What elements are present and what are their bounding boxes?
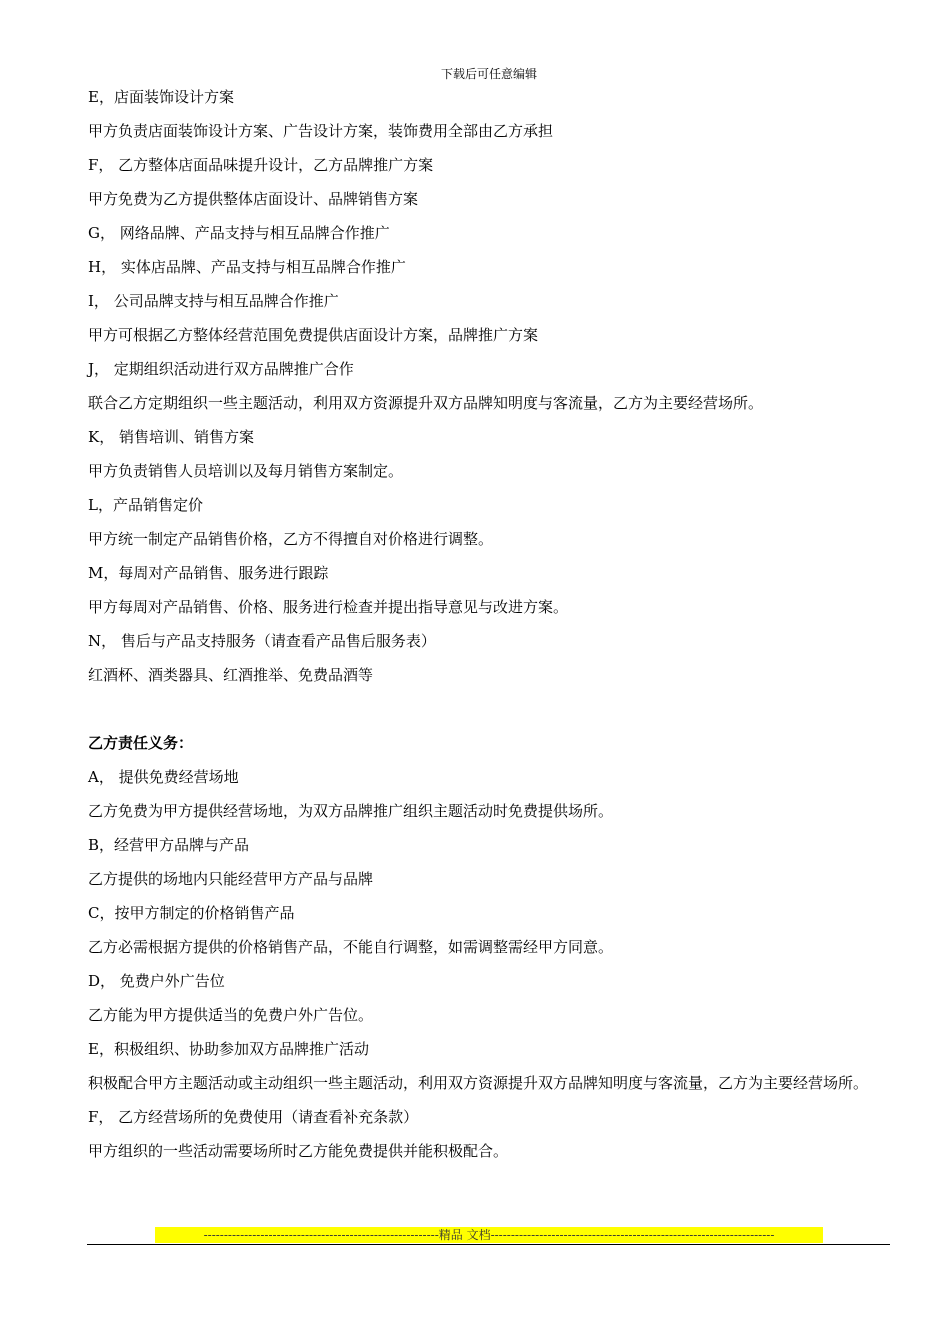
clause-text: 红酒杯、酒类器具、红酒推举、免费品酒等 <box>88 666 374 684</box>
document-body <box>88 80 893 1168</box>
clause-heading: E，店面装饰设计方案 <box>88 88 234 106</box>
clause-text: 甲方负责销售人员培训以及每月销售方案制定。 <box>88 462 404 480</box>
clause-heading: G， 网络品牌、产品支持与相互品牌合作推广 <box>88 224 390 242</box>
clause-text: 甲方负责店面装饰设计方案、广告设计方案，装饰费用全部由乙方承担 <box>88 122 554 140</box>
clause-heading: J， 定期组织活动进行双方品牌推广合作 <box>88 360 354 378</box>
clause-text: 联合乙方定期组织一些主题活动，利用双方资源提升双方品牌知明度与客流量，乙方为主要经营场所。 <box>88 394 764 412</box>
clause-text: 甲方组织的一些活动需要场所时乙方能免费提供并能积极配合。 <box>88 1142 509 1160</box>
clause-heading: E，积极组织、协助参加双方品牌推广活动 <box>88 1040 369 1058</box>
clause-text: 积极配合甲方主题活动或主动组织一些主题活动，利用双方资源提升双方品牌知明度与客流量，乙方为主要经营场所。 <box>88 1074 869 1092</box>
clause-heading: H， 实体店品牌、产品支持与相互品牌合作推广 <box>88 258 406 276</box>
footer-divider <box>87 1244 890 1245</box>
clause-heading: M，每周对产品销售、服务进行跟踪 <box>88 564 329 582</box>
clause-heading: B，经营甲方品牌与产品 <box>88 836 250 854</box>
clause-text: 乙方必需根据方提供的价格销售产品，不能自行调整，如需调整需经甲方同意。 <box>88 938 614 956</box>
footer-banner: ----------------------------------------------------------精品 文档---------------------------------------------------------------------- <box>155 1227 823 1243</box>
clause-heading: C，按甲方制定的价格销售产品 <box>88 904 295 922</box>
clause-heading: A， 提供免费经营场地 <box>88 768 239 786</box>
clause-text: 甲方免费为乙方提供整体店面设计、品牌销售方案 <box>88 190 419 208</box>
clause-text: 乙方能为甲方提供适当的免费户外广告位。 <box>88 1006 374 1024</box>
clause-heading: F， 乙方整体店面品味提升设计，乙方品牌推广方案 <box>88 156 434 174</box>
clause-heading: K， 销售培训、销售方案 <box>88 428 254 446</box>
party-b-heading: 乙方责任义务： <box>88 734 194 752</box>
header-note: 下载后可任意编辑 <box>440 67 537 81</box>
section-spacer <box>88 692 893 726</box>
clause-text: 甲方每周对产品销售、价格、服务进行检查并提出指导意见与改进方案。 <box>88 598 569 616</box>
clause-heading: D， 免费户外广告位 <box>88 972 225 990</box>
clause-text: 乙方提供的场地内只能经营甲方产品与品牌 <box>88 870 374 888</box>
clause-text: 乙方免费为甲方提供经营场地，为双方品牌推广组织主题活动时免费提供场所。 <box>88 802 614 820</box>
clause-heading: L，产品销售定价 <box>88 496 203 514</box>
clause-heading: F， 乙方经营场所的免费使用（请查看补充条款） <box>88 1108 419 1126</box>
clause-text: 甲方可根据乙方整体经营范围免费提供店面设计方案，品牌推广方案 <box>88 326 539 344</box>
clause-heading: I， 公司品牌支持与相互品牌合作推广 <box>88 292 339 310</box>
clause-heading: N， 售后与产品支持服务（请查看产品售后服务表） <box>88 632 436 650</box>
clause-text: 甲方统一制定产品销售价格，乙方不得擅自对价格进行调整。 <box>88 530 494 548</box>
